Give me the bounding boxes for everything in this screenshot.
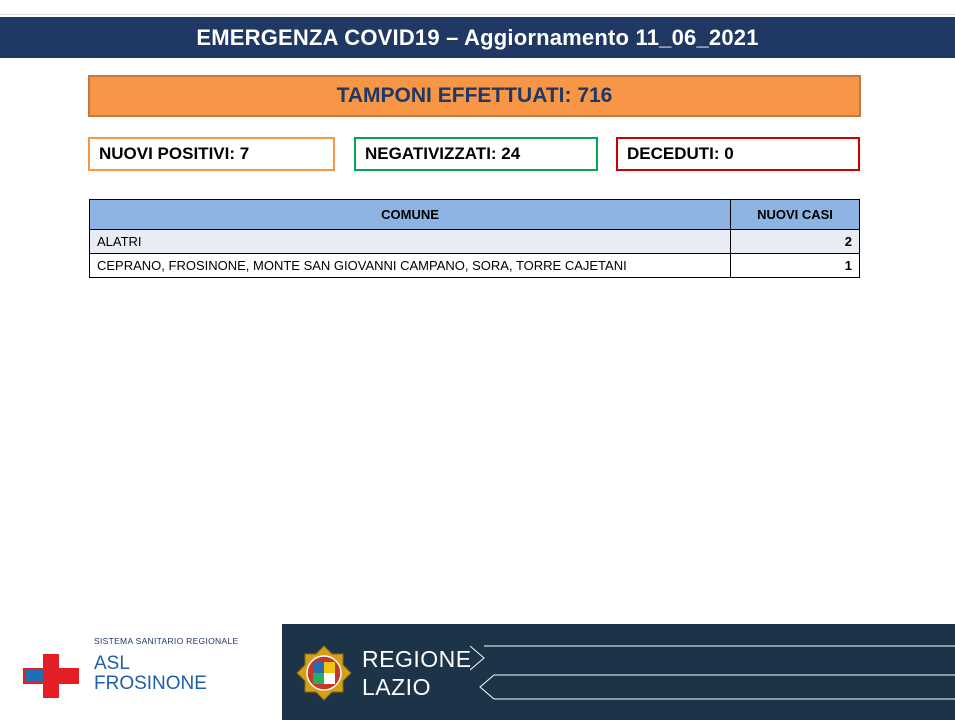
table-row: [90, 254, 860, 278]
red-cross-icon: [23, 654, 79, 698]
regione-line2: LAZIO: [362, 674, 431, 700]
table-header-row: [90, 200, 860, 230]
header-comune: COMUNE: [90, 200, 731, 230]
cell-comune: CEPRANO, FROSINONE, MONTE SAN GIOVANNI CAMPANO, SORA, TORRE CAJETANI: [90, 254, 731, 278]
regione-name: [362, 645, 472, 701]
cases-table: [89, 199, 860, 278]
asl-line2: FROSINONE: [94, 673, 207, 694]
top-line: [0, 0, 955, 15]
asl-name: [94, 654, 207, 694]
nuovi-positivi-box: NUOVI POSITIVI: 7: [88, 137, 335, 171]
cell-nuovi-casi: 2: [731, 230, 860, 254]
regione-line1: REGIONE: [362, 646, 472, 672]
asl-line1: ASL: [94, 653, 130, 674]
table-row: [90, 230, 860, 254]
cell-comune: ALATRI: [90, 230, 731, 254]
cell-nuovi-casi: 1: [731, 254, 860, 278]
decorative-lines: [470, 645, 955, 701]
deceduti-box: DECEDUTI: 0: [616, 137, 860, 171]
page-title: EMERGENZA COVID19 – Aggiornamento 11_06_2021: [0, 17, 955, 58]
asl-subtitle: SISTEMA SANITARIO REGIONALE: [94, 636, 239, 646]
tamponi-banner: TAMPONI EFFETTUATI: 716: [88, 75, 861, 117]
negativizzati-box: NEGATIVIZZATI: 24: [354, 137, 598, 171]
regione-lazio-emblem-icon: [296, 645, 352, 701]
header-nuovi-casi: NUOVI CASI: [731, 200, 860, 230]
